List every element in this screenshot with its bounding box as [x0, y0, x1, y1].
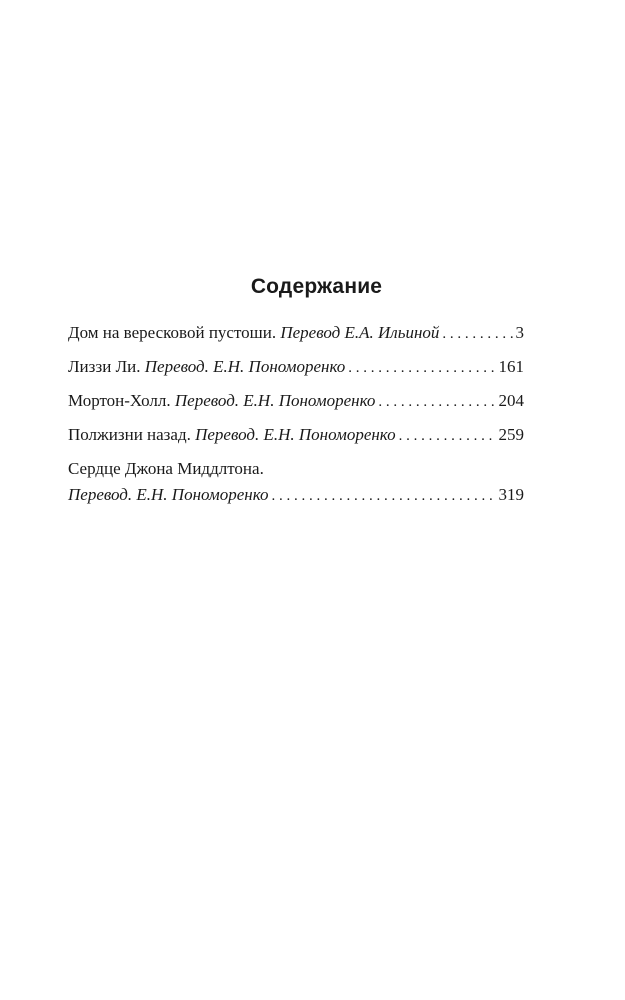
- toc-entry-title: Полжизни назад.: [68, 425, 191, 444]
- toc-entry-translator: Перевод. Е.Н. Пономоренко: [174, 391, 376, 410]
- toc-entry-title: Сердце Джона Миддлтона.: [68, 459, 264, 478]
- table-of-contents: [68, 320, 524, 516]
- dot-leader: [442, 321, 512, 347]
- dot-leader: [272, 483, 496, 509]
- toc-entry: [68, 456, 524, 509]
- toc-entry: [68, 320, 524, 347]
- toc-entry-page: 161: [498, 357, 524, 376]
- toc-entry: [68, 422, 524, 449]
- dot-leader: [348, 355, 495, 381]
- toc-entry-page: 259: [498, 425, 524, 444]
- toc-entry-page: 3: [515, 323, 524, 342]
- toc-entry-title: Лиззи Ли.: [68, 357, 141, 376]
- toc-entry-title: Мортон-Холл.: [68, 391, 171, 410]
- toc-entry-translator: Перевод. Е.Н. Пономоренко: [195, 425, 396, 444]
- dot-leader: [378, 389, 495, 415]
- toc-entry-page: 319: [498, 485, 524, 504]
- toc-entry: [68, 388, 524, 415]
- toc-entry: [68, 354, 524, 381]
- toc-entry-translator: Перевод Е.А. Ильиной: [280, 323, 440, 342]
- toc-heading: Содержание: [250, 275, 383, 298]
- toc-entry-translator: Перевод. Е.Н. Пономоренко: [68, 485, 269, 504]
- toc-entry-page: 204: [498, 391, 524, 410]
- toc-entry-translator: Перевод. Е.Н. Пономоренко: [144, 357, 346, 376]
- toc-entry-title: Дом на вересковой пустоши.: [68, 323, 277, 342]
- dot-leader: [399, 423, 496, 449]
